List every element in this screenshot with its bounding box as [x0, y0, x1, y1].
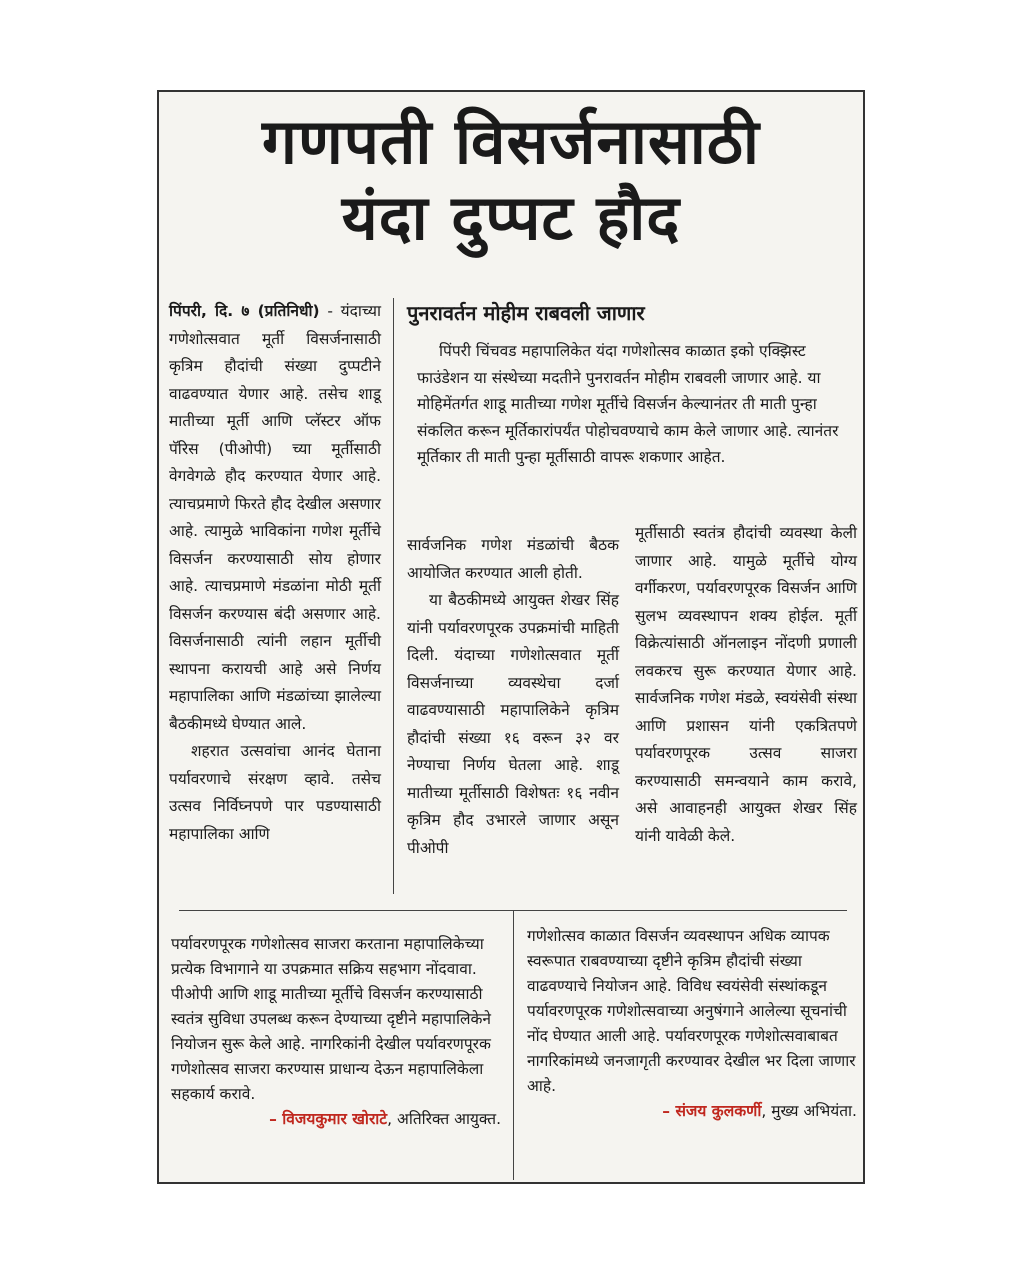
box-subheading: पुनरावर्तन मोहीम राबवली जाणार	[407, 301, 645, 325]
left-paragraph-2: शहरात उत्सवांचा आनंद घेताना पर्यावरणाचे संरक्षण व्हावे. तसेच उत्सव निर्विघ्नपणे पार पडण्यासाठी महापालिका आणि	[169, 742, 381, 843]
middle-paragraph-2: या बैठकीमध्ये आयुक्त शेखर सिंह यांनी पर्यावरणपूरक उपक्रमांची माहिती दिली. यंदाच्या गणेशोत्सवात मूर्ती विसर्जनाच्या व्यवस्थेचा दर्जा वाढवण्यासाठी महापालिकेने कृत्रिम हौदांची संख्या १६ वरून ३२ वर नेण्याचा निर्णय घेतला आहे. शाडू मातीच्या मूर्तीसाठी विशेषतः १६ नवीन कृत्रिम हौद उभारले जाणार असून पीओपी	[407, 591, 619, 857]
quote-right-name: – संजय कुलकर्णी	[662, 1102, 762, 1120]
quote-right-signature	[527, 1099, 857, 1124]
quote-left-signature	[171, 1107, 501, 1132]
quote-left-title: , अतिरिक्त आयुक्त.	[387, 1110, 501, 1128]
right-paragraph-1: मूर्तीसाठी स्वतंत्र हौदांची व्यवस्था केली जाणार आहे. यामुळे मूर्तीचे योग्य वर्गीकरण, पर्यावरणपूरक विसर्जन आणि सुलभ व्यवस्थापन शक्य होईल. मूर्ती विक्रेत्यांसाठी ऑनलाइन नोंदणी प्रणाली लवकरच सुरू करण्यात येणार आहे. सार्वजनिक गणेश मंडळे, स्वयंसेवी संस्था आणि प्रशासन यांनी एकत्रितपणे पर्यावरणपूरक उत्सव साजरा करण्यासाठी समन्वयाने काम करावे, असे आवाहनही आयुक्त शेखर सिंह यांनी यावेळी केले.	[635, 524, 857, 845]
newspaper-clipping	[157, 90, 865, 1184]
left-column	[169, 298, 381, 848]
middle-paragraph-1: सार्वजनिक गणेश मंडळांची बैठक आयोजित करण्यात आली होती.	[407, 536, 619, 582]
column-divider-left	[393, 298, 394, 894]
headline	[159, 104, 863, 256]
headline-line-2: यंदा दुप्पट हौद	[341, 181, 681, 254]
quote-left	[171, 932, 501, 1132]
quote-left-name: – विजयकुमार खोराटे	[269, 1110, 388, 1128]
quotes-column-divider	[513, 910, 514, 1180]
right-column	[635, 520, 857, 850]
quote-left-text: पर्यावरणपूरक गणेशोत्सव साजरा करताना महापालिकेच्या प्रत्येक विभागाने या उपक्रमात सक्रिय सहभाग नोंदवावा. पीओपी आणि शाडू मातीच्या मूर्तीचे विसर्जन करण्यासाठी स्वतंत्र सुविधा उपलब्ध करून देण्याच्या दृष्टीने महापालिकेने नियोजन सुरू केले आहे. नागरिकांनी देखील पर्यावरणपूरक गणेशोत्सव साजरा करण्यास प्राधान्य देऊन महापालिकेला सहकार्य करावे.	[171, 935, 492, 1103]
headline-line-1: गणपती विसर्जनासाठी	[262, 105, 760, 178]
quote-right-text: गणेशोत्सव काळात विसर्जन व्यवस्थापन अधिक व्यापक स्वरूपात राबवण्याच्या दृष्टीने कृत्रिम हौदांची संख्या वाढवण्याचे नियोजन आहे. विविध स्वयंसेवी संस्थांकडून पर्यावरणपूरक गणेशोत्सवाच्या अनुषंगाने आलेल्या सूचनांची नोंद घेण्यात आली आहे. पर्यावरणपूरक गणेशोत्सवाबाबत नागरिकांमध्ये जनजागृती करण्यावर देखील भर दिला जाणार आहे.	[527, 927, 856, 1095]
middle-column	[407, 532, 619, 862]
dateline: पिंपरी, दि. ७ (प्रतिनिधी)	[169, 302, 320, 320]
quote-right	[527, 924, 857, 1124]
left-paragraph-1: - यंदाच्या गणेशोत्सवात मूर्ती विसर्जनासाठी कृत्रिम हौदांची संख्या दुप्पटीने वाढवण्यात येणार आहे. तसेच शाडू मातीच्या मूर्ती आणि प्लॅस्टर ऑफ पॅरिस (पीओपी) च्या मूर्तीसाठी वेगवेगळे हौद करण्यात येणार आहे. त्याचप्रमाणे फिरते हौद देखील असणार आहे. त्यामुळे भाविकांना गणेश मूर्तीचे विसर्जन करण्यासाठी सोय होणार आहे. त्याचप्रमाणे मंडळांना मोठी मूर्ती विसर्जन करण्यास बंदी असणार आहे. विसर्जनासाठी त्यांनी लहान मूर्तीची स्थापना करायची आहे असे निर्णय महापालिका आणि मंडळांच्या झालेल्या बैठकीमध्ये घेण्यात आले.	[169, 302, 381, 733]
box-body: पिंपरी चिंचवड महापालिकेत यंदा गणेशोत्सव काळात इको एक्झिस्ट फाउंडेशन या संस्थेच्या मदतीने पुनरावर्तन मोहीम राबवली जाणार आहे. या मोहिमेंतर्गत शाडू मातीच्या गणेश मूर्तीचे विसर्जन केल्यानंतर ती माती पुन्हा संकलित करून मूर्तिकारांपर्यंत पोहोचवण्याचे काम केले जाणार आहे. त्यानंतर मूर्तिकार ती माती पुन्हा मूर्तीसाठी वापरू शकणार आहेत.	[417, 342, 839, 466]
quote-right-title: , मुख्य अभियंता.	[761, 1102, 857, 1120]
